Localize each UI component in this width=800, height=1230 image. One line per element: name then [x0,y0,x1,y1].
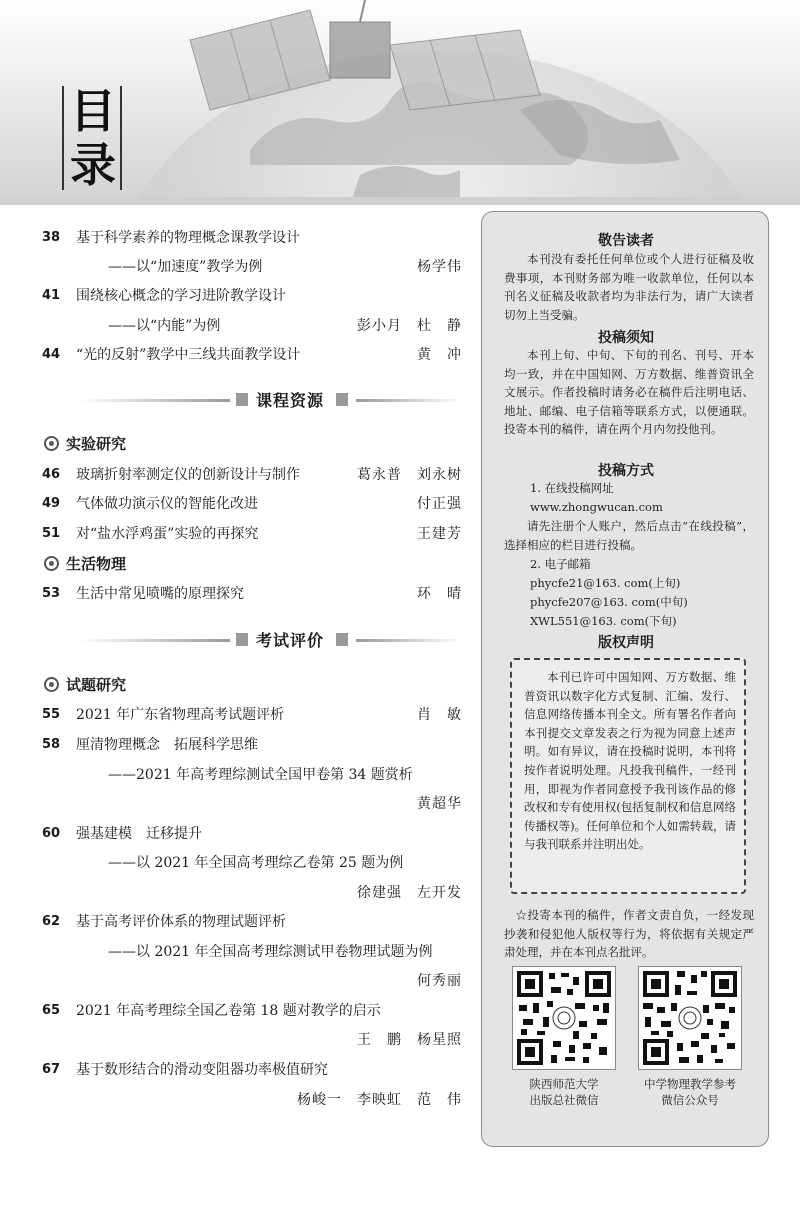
article-authors: 黄 冲 [417,347,462,363]
method-heading: 投稿方式 [598,463,654,479]
section-rule [80,639,230,642]
article-title: 强基建模 迁移提升 [76,826,202,842]
article-title: 对“盐水浮鸡蛋”实验的再探究 [76,526,259,542]
page-number: 58 [42,737,61,752]
section-header-exam-evaluation [40,628,462,652]
bullet-circle-icon [44,556,59,571]
section-header-course-resources [40,388,462,412]
qr-pattern-icon [513,967,615,1069]
article-title: 2021 年广东省物理高考试题评析 [76,707,285,723]
section-label: 考试评价 [256,631,325,650]
email-1[interactable]: phycfe21@163. com(上旬) [530,576,681,590]
page-number: 51 [42,526,61,541]
email-3[interactable]: XWL551@163. com(下旬) [530,614,677,628]
qr-code-wechat-account [638,966,742,1070]
section-square-icon [336,633,348,646]
subsection-label: 试题研究 [66,676,127,694]
copyright-text: 本刊已许可中国知网、万方数据、维普资讯以数字化方式复制、汇编、发行、信息网络传播本刊全文。所有署名作者向本刊提交文章发表之行为视为同意上述声明。如有异议，请在投稿时说明，本刊将按作者说明处理。凡投我刊稿件，一经刊用，即视为作者同意授予我刊该作品的修改权和专有使用权(包括复制权和信息网络传播权等)。任何单位和个人如需转载，请与我刊联系并注明出处。 [524,670,736,852]
qr2-caption-line-2: 微信公众号 [661,1093,719,1107]
article-title: “光的反射”教学中三线共面教学设计 [76,347,301,363]
page-number: 67 [42,1062,61,1077]
title-char-1: 目 [70,84,116,138]
qr1-caption-line-1: 陕西师范大学 [529,1077,599,1091]
qr-pattern-icon [639,967,741,1069]
header-banner [0,0,800,205]
qr-code-publisher [512,966,616,1070]
article-authors: 付正强 [417,496,462,512]
article-title: 2021 年高考理综全国乙卷第 18 题对教学的启示 [76,1003,381,1019]
page-number: 60 [42,826,61,841]
section-label: 课程资源 [256,391,325,410]
page-number: 49 [42,496,61,511]
section-square-icon [336,393,348,406]
notice-sidebar [481,211,769,1147]
article-title: 基于科学素养的物理概念课教学设计 [76,230,300,246]
page-number: 62 [42,914,61,929]
page-number: 65 [42,1003,61,1018]
article-authors: 肖 敏 [417,707,462,723]
section-square-icon [236,633,248,646]
section-rule [356,639,462,642]
article-subtitle: ——2021 年高考理综测试全国甲卷第 34 题赏析 [108,767,413,783]
article-authors: 环 晴 [417,586,462,602]
notice-text: 本刊没有委托任何单位或个人进行征稿及收费事项，本刊财务部为唯一收款单位，任何以本刊名义征稿及收款者均为非法行为，请广大读者切勿上当受骗。 [504,252,754,322]
title-right-rule [120,86,122,190]
subsection-label: 实验研究 [66,435,127,453]
article-subtitle: ——以“加速度”教学为例 [108,259,263,275]
method-item-2: 2. 电子邮箱 [530,557,591,571]
article-authors: 杨学伟 [417,259,462,275]
title-left-rule [62,86,64,190]
article-authors: 徐建强 左开发 [357,885,462,901]
qr2-caption [625,1076,755,1108]
article-title: 围绕核心概念的学习进阶教学设计 [76,288,286,304]
page-number: 55 [42,707,61,722]
article-subtitle: ——以“内能”为例 [108,318,221,334]
article-authors: 王建芳 [417,526,462,542]
submission-url[interactable]: www.zhongwucan.com [530,500,663,514]
section-rule [356,399,462,402]
article-title: 基于数形结合的滑动变阻器功率极值研究 [76,1062,328,1078]
section-square-icon [236,393,248,406]
page-number: 41 [42,288,61,303]
qr1-caption [499,1076,629,1108]
subsection-label: 生活物理 [66,555,127,573]
page-number: 44 [42,347,61,362]
article-title: 玻璃折射率测定仪的创新设计与制作 [76,467,300,483]
page-title [67,84,119,192]
copyright-heading: 版权声明 [598,635,654,651]
copyright-box [510,658,746,894]
article-title: 气体做功演示仪的智能化改进 [76,496,258,512]
title-char-2: 录 [70,138,116,192]
section-rule [80,399,230,402]
article-authors: 杨峻一 李映虹 范 伟 [297,1092,462,1108]
article-title: 生活中常见喷嘴的原理探究 [76,586,244,602]
email-2[interactable]: phycfe207@163. com(中旬) [530,595,688,609]
article-title: 基于高考评价体系的物理试题评析 [76,914,286,930]
bullet-circle-icon [44,677,59,692]
article-authors: 何秀丽 [417,973,462,989]
article-subtitle: ——以 2021 年全国高考理综测试甲卷物理试题为例 [108,944,433,960]
page-number: 53 [42,586,61,601]
notice-heading: 敬告读者 [598,233,654,249]
method-note: 请先注册个人账户，然后点击“在线投稿”，选择相应的栏目进行投稿。 [504,519,754,552]
article-authors: 葛永普 刘永树 [357,467,462,483]
bullet-circle-icon [44,436,59,451]
article-subtitle: ——以 2021 年全国高考理综乙卷第 25 题为例 [108,855,404,871]
qr1-caption-line-2: 出版总社微信 [529,1093,599,1107]
submit-heading: 投稿须知 [598,330,654,346]
warning-text: ☆投寄本刊的稿件，作者文责自负，一经发现抄袭和侵犯他人版权等行为，将依据有关规定严肃处理，并在本刊点名批评。 [504,908,754,960]
article-authors: 王 鹏 杨星照 [357,1032,462,1048]
article-title: 厘清物理概念 拓展科学思维 [76,737,258,753]
qr2-caption-line-1: 中学物理教学参考 [644,1077,736,1091]
article-authors: 彭小月 杜 静 [357,318,462,334]
page-number: 38 [42,230,61,245]
submit-text: 本刊上旬、中旬、下旬的刊名、刊号、开本均一致，并在中国知网、万方数据、维普资讯全文展示。作者投稿时请务必在稿件后注明电话、地址、邮编、电子信箱等联系方式，以便通联。投寄本刊的稿件，请在两个月内勿投他刊。 [504,348,754,437]
page-number: 46 [42,467,61,482]
article-authors: 黄超华 [417,796,462,812]
method-item-1: 1. 在线投稿网址 [530,481,614,495]
